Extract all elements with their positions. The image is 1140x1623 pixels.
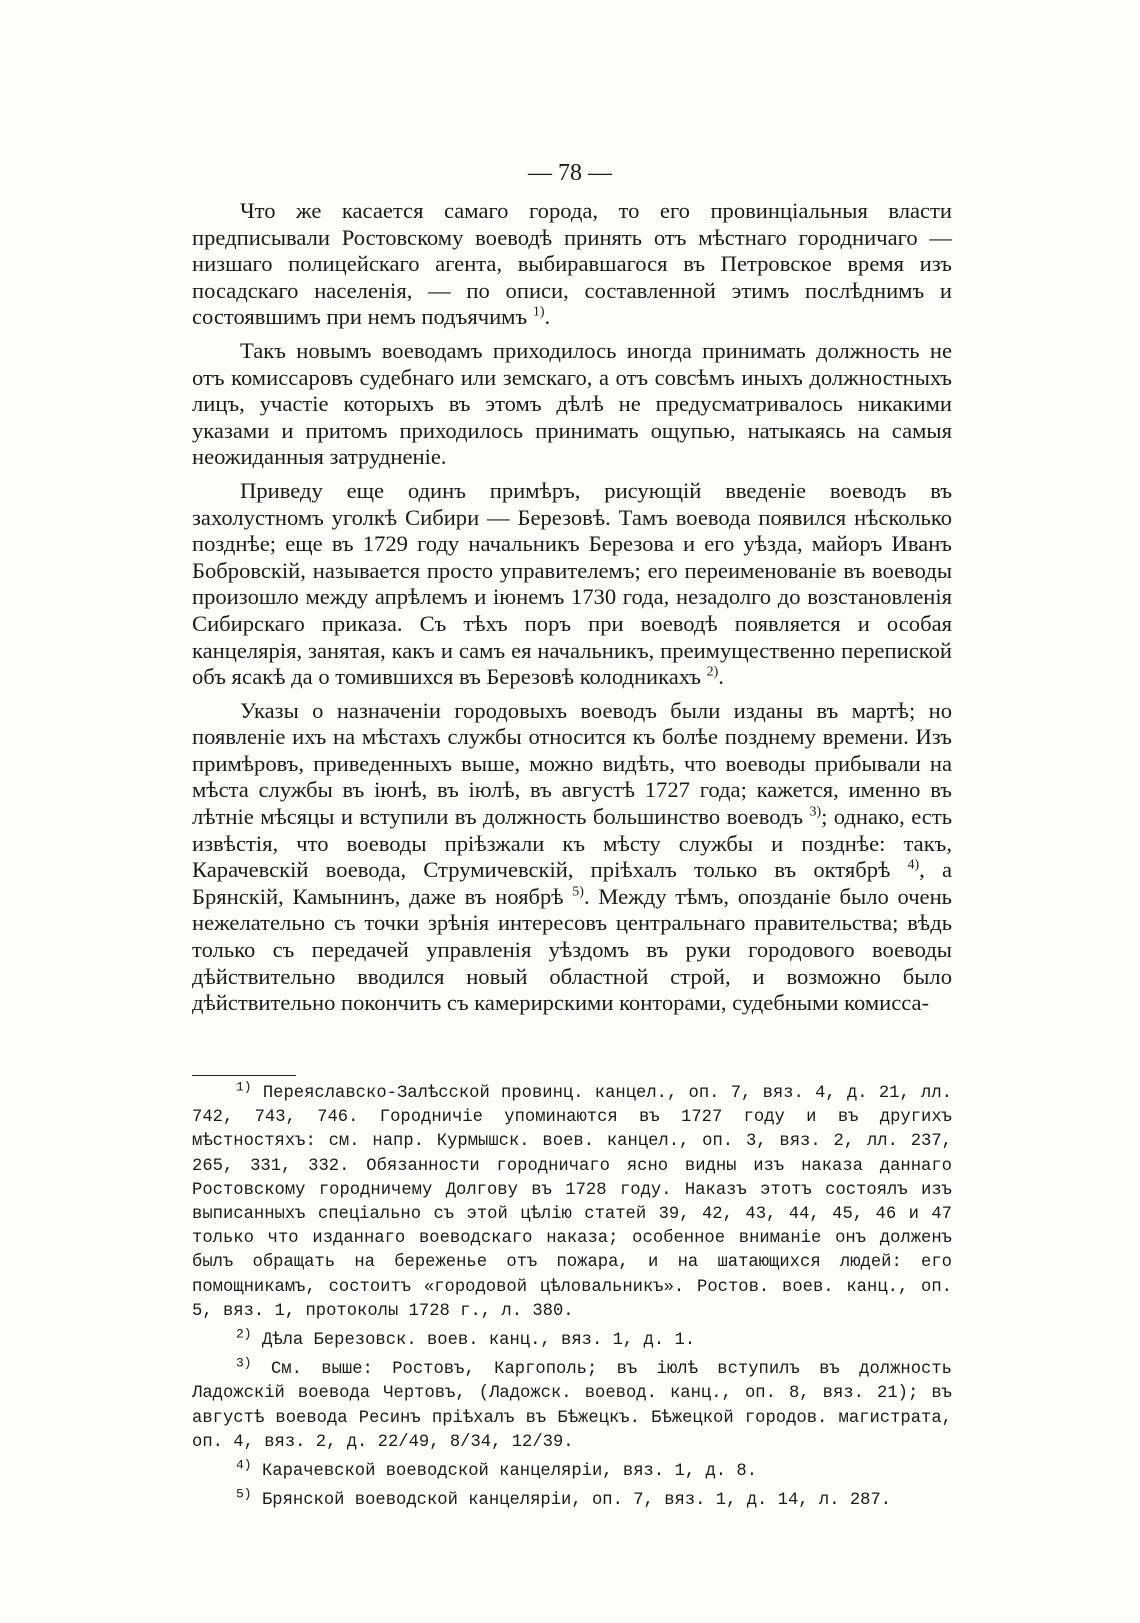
paragraph <box>192 198 952 331</box>
footnote <box>192 1355 952 1455</box>
text-segment: . Между тѣмъ, опозданіе было очень нежелательно съ точки зрѣнія интересовъ центральнаго правительства; вѣдь только съ передачей управленія уѣздомъ въ руки городового воеводы дѣйствительно вводился новый областной строй, и возможно было дѣйствительно покончить съ камерирскими конторами, судебными комисса- <box>192 883 952 1016</box>
footnote-mark: 5) <box>236 1486 252 1502</box>
footnote-ref: 1) <box>532 304 545 320</box>
text-segment: Такъ новымъ воеводамъ приходилось иногда принимать должность не отъ комиссаровъ судебнаго или земскаго, а отъ совсѣмъ иныхъ должностныхъ лицъ, участіе которыхъ въ этомъ дѣлѣ не предусматривалось никакими указами и притомъ приходилось принимать ощупью, натыкаясь на самыя неожиданныя затрудненіе. <box>192 337 952 470</box>
text-segment: , а Брянскій, Камынинъ, даже въ ноябрѣ <box>192 857 953 909</box>
footnote-text: Брянской воеводской канцеляріи, оп. 7, вяз. 1, д. 14, л. 287. <box>261 1491 892 1511</box>
paragraph <box>192 478 952 691</box>
footnote <box>192 1326 952 1353</box>
footnote-text: Карачевской воеводской канцеляріи, вяз. 1, д. 8. <box>261 1462 758 1482</box>
footnote-ref: 5) <box>572 884 584 900</box>
footnote-divider <box>192 1075 296 1076</box>
footnote-mark: 2) <box>236 1326 252 1342</box>
footnote <box>192 1079 952 1324</box>
footnote-ref: 4) <box>907 857 920 873</box>
footnote-ref: 3) <box>809 804 822 820</box>
paragraph <box>192 338 952 471</box>
text-segment: Указы о назначеніи городовыхъ воеводъ были изданы въ мартѣ; но появленіе ихъ на мѣстахъ службы относится къ болѣе позднему времени. Изъ примѣровъ, приведенныхъ выше, можно видѣть, что воеводы прибывали на мѣста службы въ іюнѣ, въ іюлѣ, въ августѣ 1727 года; кажется, именно въ лѣтніе мѣсяцы и вступили въ должность большинство воеводъ <box>192 697 952 830</box>
footnote-text: Дѣла Березовск. воев. канц., вяз. 1, д. 1. <box>261 1331 696 1351</box>
footnote-mark: 4) <box>236 1457 252 1473</box>
footnote-ref: 2) <box>706 664 719 680</box>
text-segment: . <box>544 304 551 330</box>
footnote-text: См. выше: Ростовъ, Каргополь; въ іюлѣ вступилъ въ должность Ладожскій воевода Чертовъ, (Ладожск. воевод. канц., оп. 8, вяз. 21); въ августѣ воевода Ресинъ пріѣхалъ въ Бѣжецкъ. Бѣжецкой городов. магистрата, оп. 4, вяз. 2, д. 22/49, 8/34, 12/39. <box>192 1360 952 1452</box>
footnote <box>192 1486 952 1513</box>
footnote <box>192 1457 952 1484</box>
page-number: — 78 — <box>528 160 612 186</box>
text-segment: . <box>718 664 724 690</box>
main-text <box>192 198 952 1024</box>
footnote-mark: 3) <box>236 1355 252 1371</box>
paragraph <box>192 698 952 1017</box>
text-segment: Приведу еще одинъ примѣръ, рисующій введеніе воеводъ въ захолустномъ уголкѣ Сибири — Березовѣ. Тамъ воевода появился нѣсколько позднѣе; еще въ 1729 году начальникъ Березова и его уѣзда, майоръ Иванъ Бобровскій, называется просто управителемъ; его переименованіе въ воеводы произошло между апрѣлемъ и іюнемъ 1730 года, незадолго до возстановленія Сибирскаго приказа. Съ тѣхъ поръ при воеводѣ появляется и особая канцелярія, занятая, какъ и самъ ея начальникъ, преимущественно перепиской объ ясакѣ да о томившихся въ Березовѣ колодникахъ <box>192 477 952 690</box>
footnote-text: Переяславско-Залѣсской провинц. канцел., оп. 7, вяз. 4, д. 21, лл. 742, 743, 746. Городничіе упоминаются въ 1727 году и въ другихъ мѣстностяхъ: см. напр. Курмышск. воев. канцел., оп. 3, вяз. 2, лл. 237, 265, 331, 332. Обязанности городничаго ясно видны изъ наказа даннаго Ростовскому городничему Долгову въ 1728 году. Наказъ этотъ состоялъ изъ выписанныхъ спеціально съ этой цѣлію статей 39, 42, 43, 44, 45, 46 и 47 только что изданнаго воеводскаго наказа; особенное вниманіе онъ долженъ былъ обращать на береженье отъ пожара, и на шатающихся людей: его помощникамъ, состоитъ «городовой цѣловальникъ». Ростов. воев. канц., оп. 5, вяз. 1, протоколы 1728 г., л. 380. <box>192 1084 952 1321</box>
text-segment: ; однако, есть извѣстія, что воеводы пріѣзжали къ мѣсту службы и позднѣе: такъ, Карачевскій воевода, Струмичевскій, пріѣхалъ только въ октябрѣ <box>192 804 953 883</box>
footnote-mark: 1) <box>236 1079 252 1095</box>
text-segment: Что же касается самаго города, то его провинціальныя власти предписывали Ростовскому воеводѣ принять отъ мѣстнаго городничаго — низшаго полицейскаго агента, выбиравшагося въ Петровское время изъ посадскаго населенія, — по описи, составленной этимъ послѣднимъ и состоявшимъ при немъ подъячимъ <box>192 198 952 330</box>
footnotes <box>192 1079 952 1518</box>
